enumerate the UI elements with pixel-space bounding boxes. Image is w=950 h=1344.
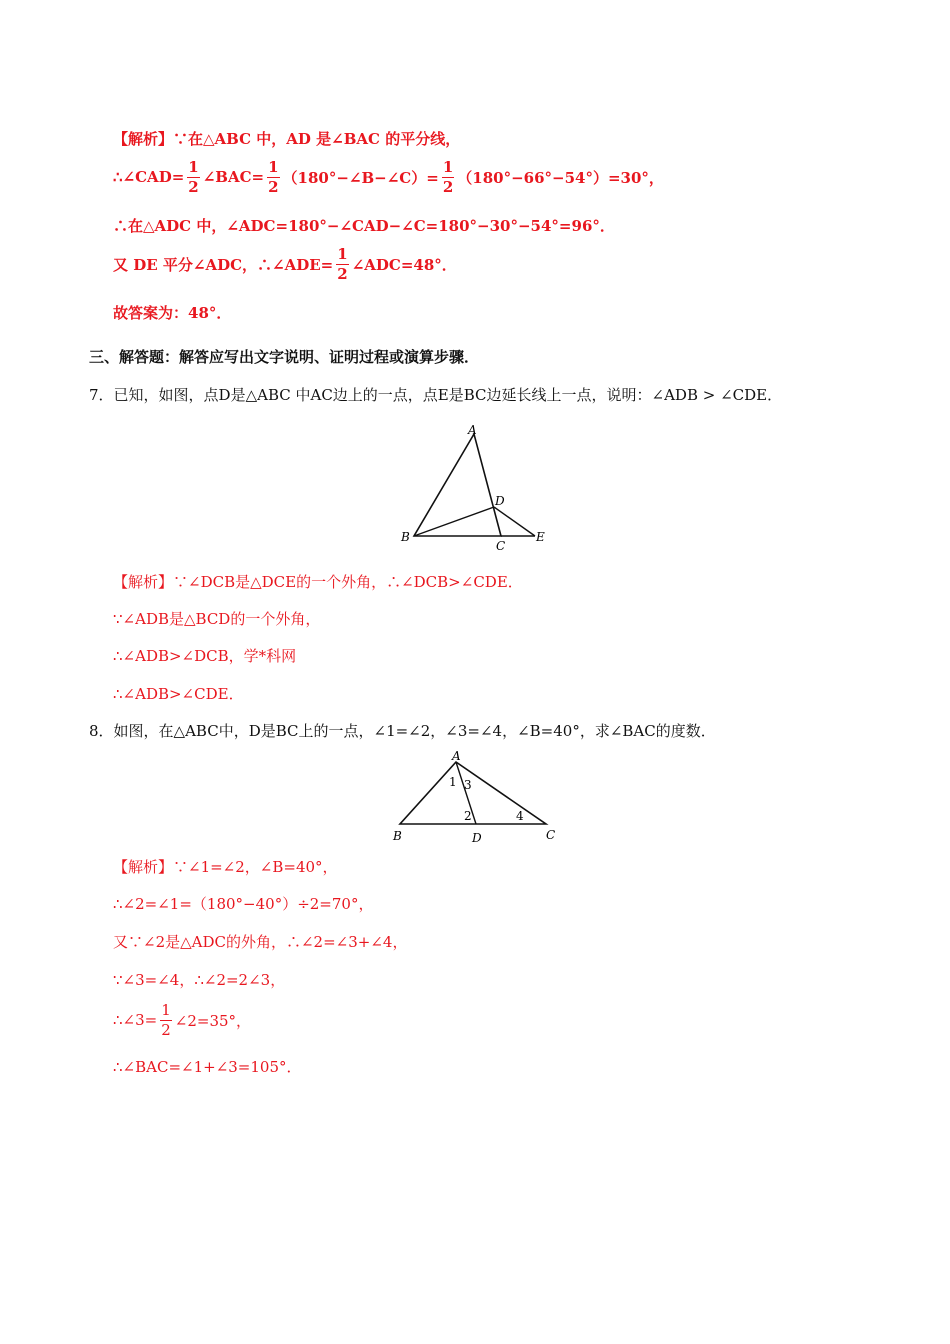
solution6-line2	[113, 156, 664, 198]
triangle-figure-q8	[388, 748, 566, 848]
angle-label-3: 3	[464, 778, 472, 792]
solution6-line4-a: 又 DE 平分∠ADC，∴∠ADE=	[113, 255, 334, 274]
question8-prompt: 8．如图，在△ABC中，D是BC上的一点，∠1=∠2，∠3=∠4，∠B=40°，求∠BAC的度数．	[89, 722, 716, 740]
label-b: B	[393, 829, 402, 843]
label-c: C	[546, 828, 556, 842]
q7-solution-line1: 【解析】∵∠DCB是△DCE的一个外角，∴∠DCB>∠CDE．	[113, 573, 523, 591]
label-c: C	[496, 539, 506, 552]
fraction-half: $\frac{1}{2}$	[442, 157, 454, 196]
fraction-half: $\frac{1}{2}$	[188, 157, 199, 196]
triangle-figure-q7	[398, 420, 550, 552]
segment-bd	[414, 507, 494, 536]
section-heading: 三、解答题：解答应写出文字说明、证明过程或演算步骤．	[89, 348, 480, 366]
angle-label-1: 1	[449, 775, 457, 789]
q8-solution-line2: ∴∠2=∠1=（180°−40°）÷2=70°，	[113, 895, 374, 913]
q8-solution-line5-a: ∴∠3=	[113, 1011, 158, 1029]
solution6-line1: 【解析】∵在△ABC 中，AD 是∠BAC 的平分线，	[113, 130, 461, 148]
solution6-line2-a: ∴∠CAD=	[113, 168, 185, 186]
solution6-line4-b: ∠ADC=48°．	[351, 255, 457, 274]
q7-solution-line2: ∵∠ADB是△BCD的一个外角，	[113, 610, 321, 628]
label-a: A	[452, 749, 461, 763]
solution6-line4	[113, 242, 457, 286]
label-d: D	[472, 831, 482, 845]
q8-solution-line5	[113, 998, 251, 1042]
q8-solution-line4: ∵∠3=∠4，∴∠2=2∠3，	[113, 971, 286, 989]
angle-label-2: 2	[464, 809, 472, 823]
q8-solution-line3: 又∵∠2是△ADC的外角，∴∠2=∠3+∠4，	[113, 933, 408, 951]
fraction-half: $\frac{1}{2}$	[337, 244, 348, 283]
q7-solution-line4: ∴∠ADB>∠CDE．	[113, 685, 244, 703]
label-d: D	[495, 494, 505, 508]
solution6-line2-d: （180°−66°−54°）=30°，	[457, 168, 664, 187]
angle-label-4: 4	[516, 809, 524, 823]
q8-solution-line5-b: ∠2=35°，	[174, 1011, 252, 1030]
q8-solution-line1: 【解析】∵∠1=∠2，∠B=40°，	[113, 858, 338, 876]
label-a: A	[468, 423, 477, 437]
label-b: B	[401, 530, 410, 544]
solution6-line5: 故答案为：48°．	[113, 304, 232, 322]
question7-prompt: 7．已知，如图，点D是△ABC 中AC边上的一点，点E是BC边延长线上一点，说明：∠ADB > ∠CDE．	[89, 386, 783, 404]
q7-solution-line3: ∴∠ADB>∠DCB，学*科网	[113, 647, 297, 665]
fraction-half: $\frac{1}{2}$	[268, 157, 279, 196]
solution6-line2-c: （180°−∠B−∠C）=	[282, 168, 439, 187]
q8-solution-line6: ∴∠BAC=∠1+∠3=105°．	[113, 1058, 302, 1076]
fraction-half: $\frac{1}{2}$	[161, 1000, 171, 1039]
solution6-line3: ∴在△ADC 中，∠ADC=180°−∠CAD−∠C=180°−30°−54°=96°．	[113, 217, 615, 235]
solution6-line2-b: ∠BAC=	[202, 168, 265, 186]
label-e: E	[536, 530, 545, 544]
